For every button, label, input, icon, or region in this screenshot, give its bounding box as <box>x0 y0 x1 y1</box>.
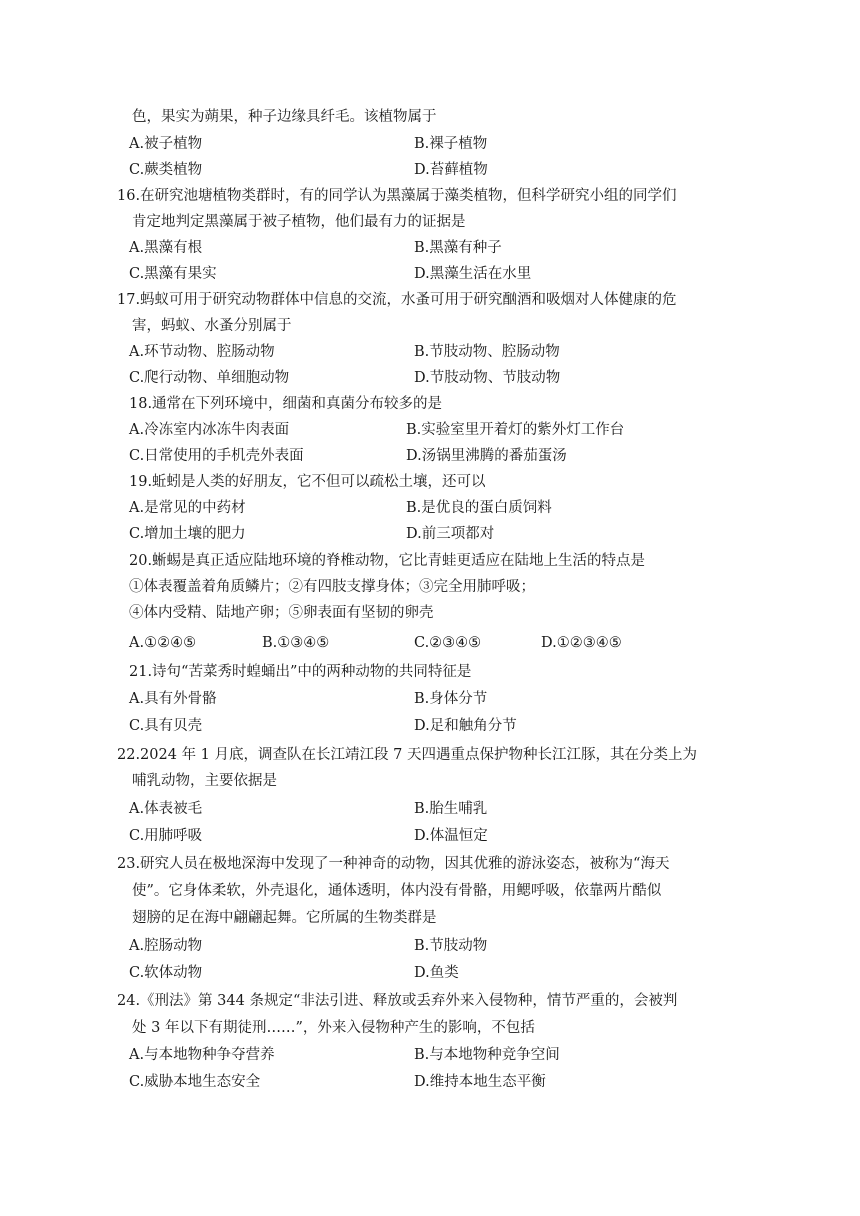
q24-option-b: B.与本地物种竞争空间 <box>414 1047 560 1063</box>
q20-option-d: D.①②③④⑤ <box>541 635 622 651</box>
q16-option-b: B.黑藻有种子 <box>414 240 502 256</box>
question-23-stem-line1: 23.研究人员在极地深海中发现了一种神奇的动物，因其优雅的游泳姿态，被称为“海天 <box>117 856 670 872</box>
q20-option-a: A.①②④⑤ <box>129 635 197 651</box>
q21-option-a: A.具有外骨骼 <box>129 691 217 707</box>
q21-option-b: B.身体分节 <box>414 691 488 707</box>
q15-option-a: A.被子植物 <box>129 136 203 152</box>
question-17-stem-line1: 17.蚂蚁可用于研究动物群体中信息的交流，水蚤可用于研究酗酒和吸烟对人体健康的危 <box>117 292 677 308</box>
q15-option-c: C.蕨类植物 <box>129 162 203 178</box>
q16-option-a: A.黑藻有根 <box>129 240 203 256</box>
q23-option-b: B.节肢动物 <box>414 938 488 954</box>
q21-option-d: D.足和触角分节 <box>414 718 517 734</box>
question-15-continuation: 色，果实为蒴果，种子边缘具纤毛。该植物属于 <box>132 109 437 125</box>
q18-option-b: B.实验室里开着灯的紫外灯工作台 <box>406 422 625 438</box>
q24-option-c: C.威胁本地生态安全 <box>129 1074 261 1090</box>
question-22-stem-line2: 哺乳动物，主要依据是 <box>132 773 277 789</box>
q23-option-d: D.鱼类 <box>414 965 459 981</box>
question-23-stem-line2: 使”。它身体柔软，外壳退化，通体透明，体内没有骨骼，用鳃呼吸，依靠两片酷似 <box>132 883 662 899</box>
question-20-stem-line2: ①体表覆盖着角质鳞片；②有四肢支撑身体；③完全用肺呼吸； <box>129 579 535 595</box>
q17-option-d: D.节肢动物、节肢动物 <box>414 370 561 386</box>
question-24-stem-line2: 处 3 年以下有期徒刑……”，外来入侵物种产生的影响，不包括 <box>132 1020 535 1036</box>
question-18-stem: 18.通常在下列环境中，细菌和真菌分布较多的是 <box>129 396 443 412</box>
q17-option-a: A.环节动物、腔肠动物 <box>129 344 275 360</box>
q16-option-d: D.黑藻生活在水里 <box>414 266 532 282</box>
q16-option-c: C.黑藻有果实 <box>129 266 217 282</box>
q19-option-b: B.是优良的蛋白质饲料 <box>406 500 552 516</box>
question-16-stem-line1: 16.在研究池塘植物类群时，有的同学认为黑藻属于藻类植物，但科学研究小组的同学们 <box>117 188 677 204</box>
q20-option-b: B.①③④⑤ <box>262 635 330 651</box>
q22-option-b: B.胎生哺乳 <box>414 801 488 817</box>
q19-option-d: D.前三项都对 <box>406 526 495 542</box>
q23-option-a: A.腔肠动物 <box>129 938 203 954</box>
question-20-stem-line3: ④体内受精、陆地产卵；⑤卵表面有坚韧的卵壳 <box>129 605 434 621</box>
q15-option-b: B.裸子植物 <box>414 136 488 152</box>
q23-option-c: C.软体动物 <box>129 965 203 981</box>
q20-option-c: C.②③④⑤ <box>414 635 482 651</box>
q19-option-a: A.是常见的中药材 <box>129 500 246 516</box>
question-17-stem-line2: 害，蚂蚁、水蚤分别属于 <box>132 318 292 334</box>
question-22-stem-line1: 22.2024 年 1 月底，调查队在长江靖江段 7 天四遇重点保护物种长江江豚，其在分类上为 <box>117 747 697 763</box>
q18-option-a: A.冷冻室内冰冻牛肉表面 <box>129 422 290 438</box>
q22-option-d: D.体温恒定 <box>414 828 488 844</box>
question-21-stem: 21.诗句“苦菜秀时蝗蛹出”中的两种动物的共同特征是 <box>129 664 472 680</box>
q18-option-d: D.汤锅里沸腾的番茄蛋汤 <box>406 448 567 464</box>
q19-option-c: C.增加土壤的肥力 <box>129 526 246 542</box>
q21-option-c: C.具有贝壳 <box>129 718 203 734</box>
q18-option-c: C.日常使用的手机壳外表面 <box>129 448 304 464</box>
q17-option-c: C.爬行动物、单细胞动物 <box>129 370 290 386</box>
q24-option-a: A.与本地物种争夺营养 <box>129 1047 275 1063</box>
q22-option-c: C.用肺呼吸 <box>129 828 203 844</box>
question-16-stem-line2: 肯定地判定黑藻属于被子植物，他们最有力的证据是 <box>132 214 466 230</box>
q15-option-d: D.苔藓植物 <box>414 162 488 178</box>
question-24-stem-line1: 24.《刑法》第 344 条规定“非法引进、释放或丢弃外来入侵物种，情节严重的，会被判 <box>117 993 678 1009</box>
question-19-stem: 19.蚯蚓是人类的好朋友，它不但可以疏松土壤，还可以 <box>129 474 486 490</box>
q17-option-b: B.节肢动物、腔肠动物 <box>414 344 560 360</box>
q22-option-a: A.体表被毛 <box>129 801 203 817</box>
q24-option-d: D.维持本地生态平衡 <box>414 1074 546 1090</box>
question-20-stem-line1: 20.蜥蜴是真正适应陆地环境的脊椎动物，它比青蛙更适应在陆地上生活的特点是 <box>129 553 646 569</box>
question-23-stem-line3: 翅膀的足在海中翩翩起舞。它所属的生物类群是 <box>132 910 437 926</box>
